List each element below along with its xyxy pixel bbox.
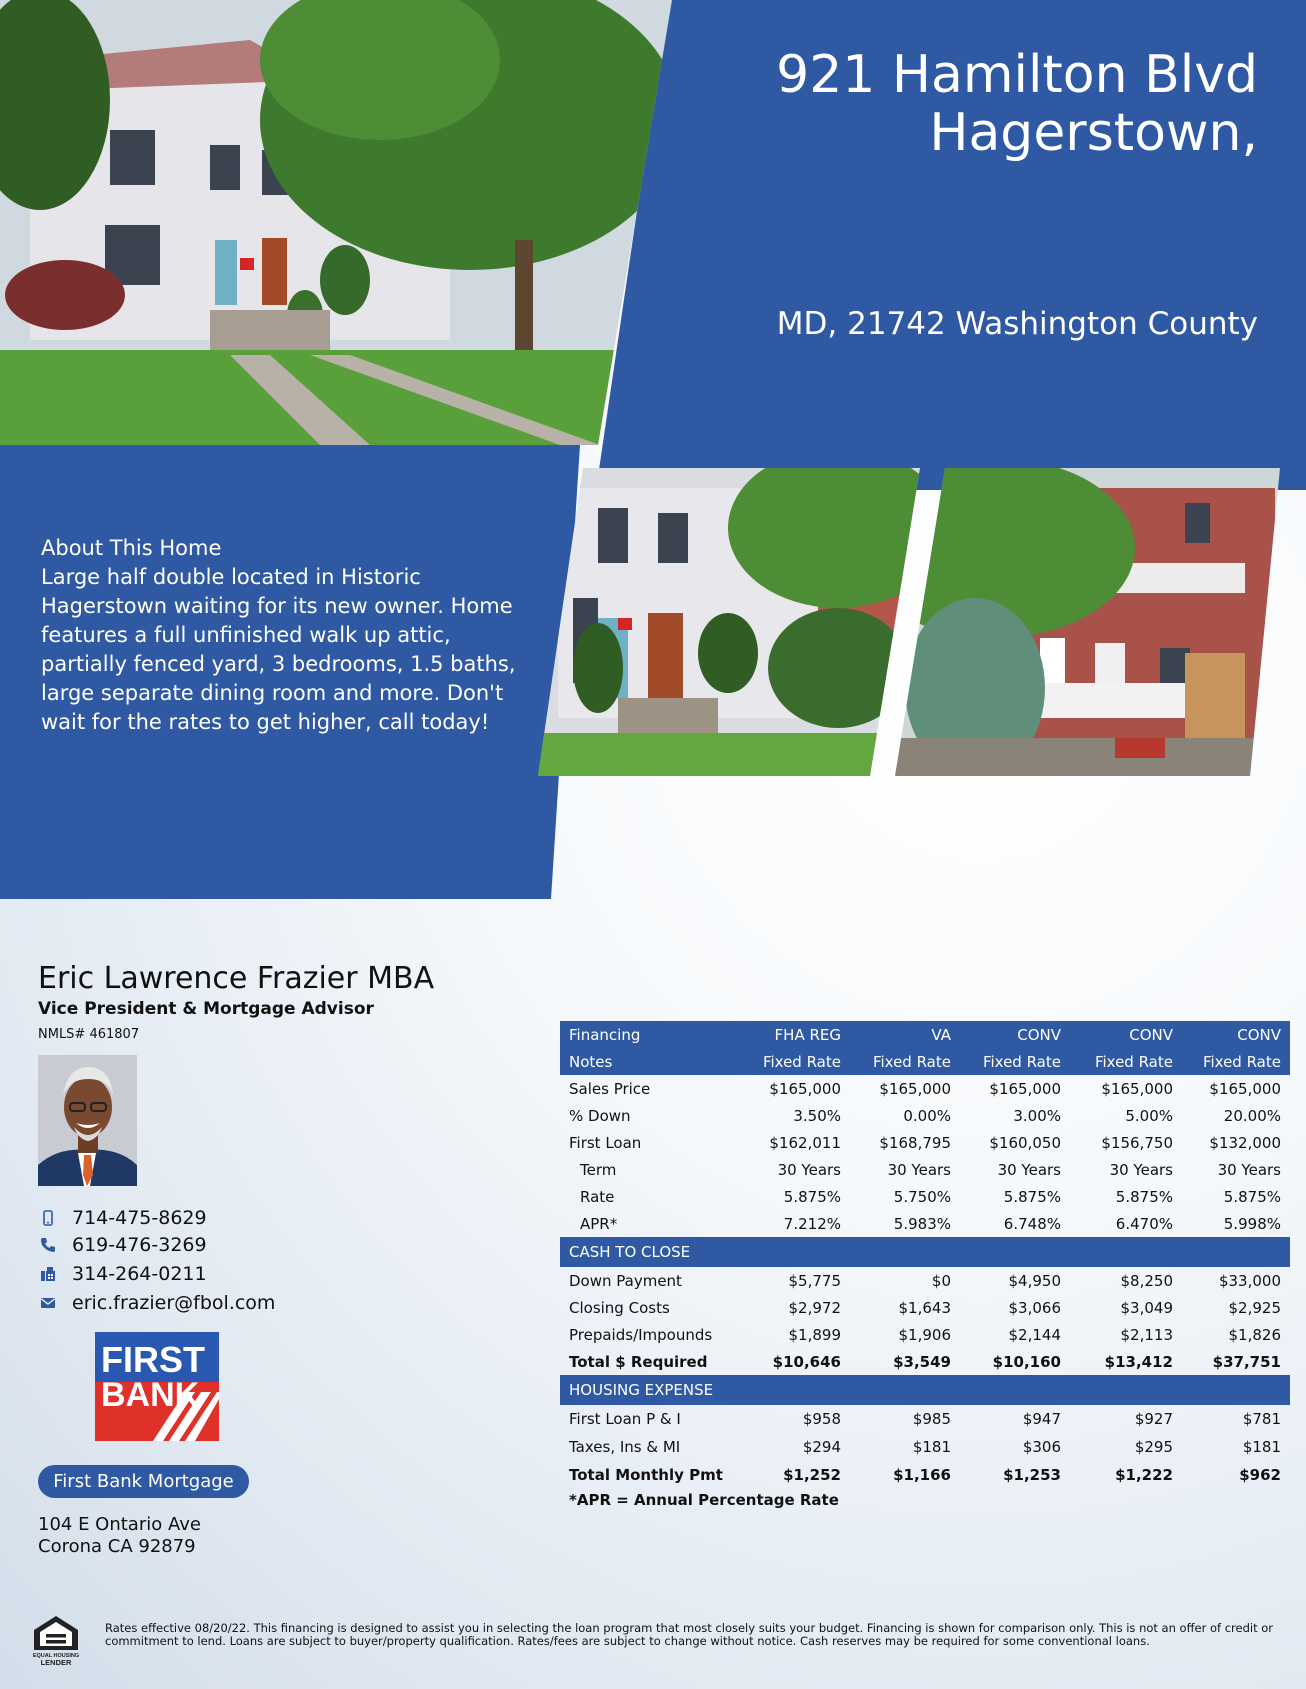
disclaimer-text: Rates effective 08/20/22. This financing is designed to assist you in selecting the loan program that most closely suits your budget. Financing is shown for comparison only. This is not an offer of credit or commitment to lend. Loans are subject to buyer/property qualification. Rates/fees are subject to change without notice. Cash reserves may be required for some conventional loans.: [105, 1621, 1274, 1648]
contact-mobile-value: 714-475-8629: [72, 1207, 207, 1229]
eho-line2: LENDER: [40, 1658, 72, 1666]
cell-value: $165,000: [1209, 1079, 1281, 1098]
property-address: [618, 46, 1258, 162]
contact-fax[interactable]: [38, 1262, 207, 1286]
cell-value: 5.00%: [1125, 1106, 1173, 1125]
table-row: [560, 1405, 1290, 1433]
table-row: [560, 1210, 1290, 1237]
contact-fax-value: 314-264-0211: [72, 1263, 207, 1285]
cell-value: FHA REG: [740, 1021, 850, 1048]
cell-value: $168,795: [879, 1133, 951, 1152]
company-name-badge[interactable]: First Bank Mortgage: [38, 1465, 249, 1498]
row-label: Total $ Required: [569, 1352, 708, 1371]
row-label: Closing Costs: [569, 1298, 670, 1317]
cell-value: $162,011: [769, 1133, 841, 1152]
cell-value: $165,000: [1101, 1079, 1173, 1098]
cell-value: $2,972: [788, 1298, 841, 1317]
cell-value: $3,066: [1008, 1298, 1061, 1317]
financing-table: [560, 1021, 1290, 1511]
table-row: [560, 1433, 1290, 1461]
table-header-row: [560, 1048, 1290, 1075]
cell-value: $947: [1022, 1410, 1061, 1428]
row-label: Term: [580, 1160, 617, 1179]
cell-value: $8,250: [1120, 1271, 1173, 1290]
row-label: Down Payment: [569, 1271, 682, 1290]
eho-line1: EQUAL HOUSING: [32, 1653, 80, 1659]
table-row: [560, 1348, 1290, 1375]
cell-value: Fixed Rate: [960, 1048, 1070, 1075]
row-label: HOUSING EXPENSE: [560, 1375, 1290, 1405]
cell-value: 5.750%: [893, 1187, 951, 1206]
agent-name: Eric Lawrence Frazier MBA: [38, 961, 435, 996]
row-label: Rate: [580, 1187, 615, 1206]
cell-value: 3.50%: [793, 1106, 841, 1125]
row-label: Sales Price: [569, 1079, 651, 1098]
section-heading-housing: [560, 1375, 1290, 1405]
cell-value: $1,222: [1115, 1466, 1173, 1484]
cell-value: $160,050: [989, 1133, 1061, 1152]
cell-value: VA: [850, 1021, 960, 1048]
cell-value: 6.748%: [1003, 1214, 1061, 1233]
about-heading: About This Home: [41, 536, 222, 560]
table-row: [560, 1321, 1290, 1348]
cell-value: CONV: [1070, 1021, 1182, 1048]
table-row: [560, 1461, 1290, 1489]
cell-value: $985: [912, 1410, 951, 1428]
contact-phone-value: 619-476-3269: [72, 1234, 207, 1256]
cell-value: $181: [912, 1438, 951, 1456]
row-label: Taxes, Ins & MI: [569, 1438, 681, 1456]
agent-nmls: NMLS# 461807: [38, 1027, 140, 1042]
cell-value: CONV: [960, 1021, 1070, 1048]
about-text: Large half double located in Historic Hagerstown waiting for its new owner. Home features a full unfinished walk up attic, partially fenced yard, 3 bedrooms, 1.5 baths, large separate dining room and more. Don't wait for the rates to get higher, call today!: [41, 565, 516, 734]
cell-value: $1,253: [1003, 1466, 1061, 1484]
bank-logo-line1: FIRST: [101, 1339, 205, 1380]
house-photo-rear: [895, 468, 1280, 776]
house-photo-front: [538, 468, 920, 776]
cell-value: 5.875%: [783, 1187, 841, 1206]
cell-value: 30 Years: [887, 1160, 951, 1179]
cell-value: $958: [802, 1410, 841, 1428]
cell-value: $0: [931, 1271, 951, 1290]
section-heading-cash: [560, 1237, 1290, 1267]
office-address-city: Corona CA 92879: [38, 1536, 196, 1557]
fax-icon: [38, 1264, 58, 1284]
cell-value: $1,906: [898, 1325, 951, 1344]
address-state-zip-county: MD, 21742 Washington County: [776, 306, 1258, 342]
cell-value: Fixed Rate: [850, 1048, 960, 1075]
row-label: First Loan P & I: [569, 1410, 681, 1428]
cell-value: $165,000: [769, 1079, 841, 1098]
apr-footnote: [560, 1489, 1290, 1511]
first-bank-logo: [95, 1332, 219, 1441]
contact-mobile[interactable]: [38, 1206, 207, 1230]
cell-value: $33,000: [1218, 1271, 1281, 1290]
cell-value: 5.875%: [1223, 1187, 1281, 1206]
cell-value: 30 Years: [777, 1160, 841, 1179]
bank-logo-line2: BANK: [101, 1376, 200, 1414]
cell-value: $1,899: [788, 1325, 841, 1344]
table-row: [560, 1075, 1290, 1102]
cell-value: $306: [1022, 1438, 1061, 1456]
cell-value: 20.00%: [1223, 1106, 1281, 1125]
cell-value: Fixed Rate: [740, 1048, 850, 1075]
row-label: APR*: [580, 1214, 618, 1233]
cell-value: $781: [1242, 1410, 1281, 1428]
row-label: *APR = Annual Percentage Rate: [569, 1491, 839, 1509]
cell-value: $2,925: [1228, 1298, 1281, 1317]
cell-value: $962: [1239, 1466, 1281, 1484]
cell-value: $3,049: [1120, 1298, 1173, 1317]
cell-value: $13,412: [1104, 1352, 1173, 1371]
contact-phone[interactable]: [38, 1233, 207, 1257]
row-label: Prepaids/Impounds: [569, 1325, 713, 1344]
cell-value: 30 Years: [1217, 1160, 1281, 1179]
phone-icon: [38, 1235, 58, 1255]
cell-value: $156,750: [1101, 1133, 1173, 1152]
cell-value: $132,000: [1209, 1133, 1281, 1152]
cell-value: 6.470%: [1115, 1214, 1173, 1233]
cell-value: $295: [1134, 1438, 1173, 1456]
agent-title: Vice President & Mortgage Advisor: [38, 999, 374, 1019]
row-label: Notes: [560, 1048, 740, 1075]
cell-value: Fixed Rate: [1182, 1048, 1290, 1075]
cell-value: 30 Years: [1109, 1160, 1173, 1179]
table-header-row: [560, 1021, 1290, 1048]
cell-value: 5.875%: [1003, 1187, 1061, 1206]
agent-headshot: [38, 1055, 137, 1186]
cell-value: 0.00%: [903, 1106, 951, 1125]
table-row: [560, 1294, 1290, 1321]
table-row: [560, 1129, 1290, 1156]
cell-value: $294: [802, 1438, 841, 1456]
cell-value: $2,144: [1008, 1325, 1061, 1344]
address-city: Hagerstown,: [929, 103, 1258, 163]
cell-value: $165,000: [879, 1079, 951, 1098]
about-section: [41, 534, 541, 737]
cell-value: $1,643: [898, 1298, 951, 1317]
email-icon: [38, 1293, 58, 1313]
cell-value: 30 Years: [997, 1160, 1061, 1179]
table-row: [560, 1183, 1290, 1210]
house-photo-main: [0, 0, 672, 445]
cell-value: CONV: [1182, 1021, 1290, 1048]
contact-email[interactable]: [38, 1291, 275, 1315]
cell-value: $3,549: [893, 1352, 951, 1371]
cell-value: Fixed Rate: [1070, 1048, 1182, 1075]
cell-value: $1,166: [893, 1466, 951, 1484]
row-label: Financing: [560, 1021, 740, 1048]
cell-value: 3.00%: [1013, 1106, 1061, 1125]
table-row: [560, 1267, 1290, 1294]
row-label: % Down: [569, 1106, 631, 1125]
cell-value: $37,751: [1212, 1352, 1281, 1371]
cell-value: $10,160: [992, 1352, 1061, 1371]
address-street: 921 Hamilton Blvd: [776, 45, 1258, 105]
cell-value: $181: [1242, 1438, 1281, 1456]
row-label: CASH TO CLOSE: [560, 1237, 1290, 1267]
contact-email-value: eric.frazier@fbol.com: [72, 1292, 276, 1314]
row-label: First Loan: [569, 1133, 642, 1152]
cell-value: $4,950: [1008, 1271, 1061, 1290]
cell-value: 5.875%: [1115, 1187, 1173, 1206]
cell-value: $1,826: [1228, 1325, 1281, 1344]
equal-housing-lender-logo: [30, 1614, 82, 1666]
cell-value: $165,000: [989, 1079, 1061, 1098]
office-address-street: 104 E Ontario Ave: [38, 1514, 201, 1535]
cell-value: 7.212%: [783, 1214, 841, 1233]
mobile-phone-icon: [38, 1208, 58, 1228]
table-row: [560, 1102, 1290, 1129]
cell-value: $2,113: [1120, 1325, 1173, 1344]
cell-value: $1,252: [783, 1466, 841, 1484]
cell-value: $927: [1134, 1410, 1173, 1428]
cell-value: $10,646: [772, 1352, 841, 1371]
cell-value: $5,775: [788, 1271, 841, 1290]
table-row: [560, 1156, 1290, 1183]
cell-value: 5.983%: [893, 1214, 951, 1233]
row-label: Total Monthly Pmt: [569, 1466, 723, 1484]
cell-value: 5.998%: [1223, 1214, 1281, 1233]
